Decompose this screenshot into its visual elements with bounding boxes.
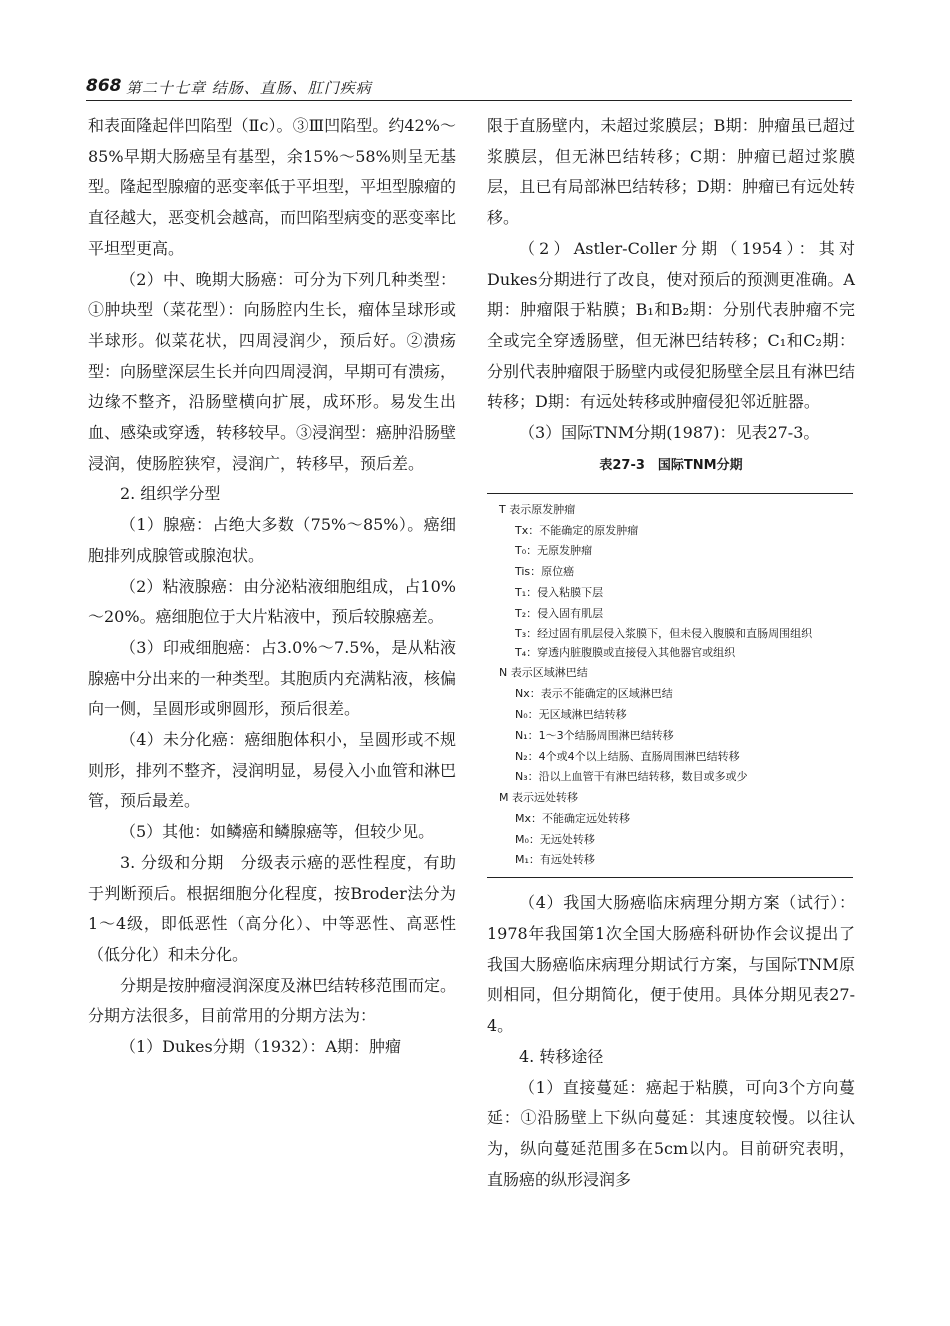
paragraph: （5）其他：如鳞癌和鳞腺癌等，但较少见。 bbox=[120, 822, 435, 842]
table-row: T₁：侵入粘膜下层 bbox=[515, 585, 604, 599]
paragraph: （4）我国大肠癌临床病理分期方案（试行）：1978年我国第1次全国大肠癌科研协作会议提出了我国大肠癌临床病理分期试行方案，与国际TNM原则相同，但分期简化，便于使用。具体分期见表27-4。 bbox=[487, 893, 855, 1036]
table-row: Mx：不能确定远处转移 bbox=[515, 811, 630, 825]
table-row: T₄：穿透内脏腹膜或直接侵入其他器官或组织 bbox=[515, 645, 736, 659]
left-column bbox=[88, 111, 456, 1063]
table-row: N₁：1～3个结肠周围淋巴结转移 bbox=[515, 728, 674, 742]
running-head: 第二十七章 结肠、直肠、肛门疾病 bbox=[126, 79, 372, 97]
table-category: T 表示原发肿瘤 bbox=[499, 502, 576, 516]
after-table-text bbox=[487, 888, 855, 1195]
paragraph: （3）印戒细胞癌：占3.0%～7.5%，是从粘液腺癌中分出来的一种类型。其胞质内充满粘液，核偏向一侧，呈圆形或卵圆形，预后很差。 bbox=[88, 637, 457, 719]
table-row: N₃：沿以上血管干有淋巴结转移，数目或多或少 bbox=[515, 770, 748, 784]
table-row: M₁：有远处转移 bbox=[515, 853, 595, 867]
table-row: T₂：侵入固有肌层 bbox=[515, 606, 604, 620]
paragraph: （1）腺癌：占绝大多数（75%～85%）。癌细胞排列成腺管或腺泡状。 bbox=[88, 515, 456, 565]
table-row: M₀：无远处转移 bbox=[515, 832, 595, 846]
paragraph: （4）未分化癌：癌细胞体积小，呈圆形或不规则形，排列不整齐，浸润明显，易侵入小血管和淋巴管，预后最差。 bbox=[88, 730, 457, 811]
table-category: N 表示区域淋巴结 bbox=[499, 666, 588, 680]
table-row: Nx：表示不能确定的区域淋巴结 bbox=[515, 687, 673, 701]
table-row: T₀：无原发肿瘤 bbox=[515, 544, 593, 558]
table-row: N₂：4个或4个以上结肠、直肠周围淋巴结转移 bbox=[515, 749, 740, 763]
paragraph: （2）粘液腺癌：由分泌粘液细胞组成，占10%～20%。癌细胞位于大片粘液中，预后较腺癌差。 bbox=[88, 576, 456, 627]
paragraph: 和表面隆起伴凹陷型（Ⅱc）。③Ⅲ凹陷型。约42%～85%早期大肠癌呈有基型，余15%～58%则呈无基型。隆起型腺瘤的恶变率低于平坦型，平坦型腺瘤的直径越大，恶变机会越高，而凹陷型病变的恶变率比平坦型更高。 bbox=[88, 116, 457, 258]
paragraph: 限于直肠壁内，未超过浆膜层；B期：肿瘤虽已超过浆膜层，但无淋巴结转移；C期：肿瘤已超过浆膜层，且已有局部淋巴结转移；D期：肿瘤已有远处转移。 bbox=[487, 116, 855, 228]
paragraph: （3）国际TNM分期(1987)：见表27-3。 bbox=[519, 423, 820, 443]
paragraph: 分期是按肿瘤浸润深度及淋巴结转移范围而定。分期方法很多，目前常用的分期方法为： bbox=[88, 975, 457, 1026]
page-number: 868 bbox=[86, 76, 122, 96]
paragraph: （2）中、晚期大肠癌：可分为下列几种类型：①肿块型（菜花型）：向肠腔内生长，瘤体呈球形或半球形。似菜花状，四周浸润少，预后好。②溃疡型：向肠壁深层生长并向四周浸润，早期可有溃疡，边缘不整齐，沿肠壁横向扩展，成环形。易发生出血、感染或穿透，转移较早。③浸润型：癌肿沿肠壁浸润，使肠腔狭窄，浸润广，转移早，预后差。 bbox=[88, 269, 457, 473]
table-title: 表27-3 国际TNM分期 bbox=[599, 457, 743, 473]
paragraph: （1）Dukes分期（1932）：A期：肿瘤 bbox=[120, 1037, 401, 1057]
table-row: N₀：无区域淋巴结转移 bbox=[515, 707, 627, 721]
section-heading: 4. 转移途径 bbox=[519, 1046, 604, 1066]
tnm-table bbox=[487, 493, 853, 879]
table-row: Tis：原位癌 bbox=[515, 565, 575, 579]
section-heading: 2. 组织学分型 bbox=[120, 484, 221, 504]
page-header bbox=[86, 74, 852, 101]
table-category: M 表示远处转移 bbox=[499, 791, 578, 805]
table-row: Tx：不能确定的原发肿瘤 bbox=[515, 523, 639, 537]
right-column bbox=[487, 111, 855, 1195]
paragraph: （1）直接蔓延：癌起于粘膜，可向3个方向蔓延：①沿肠壁上下纵向蔓延：其速度较慢。以往认为，纵向蔓延范围多在5cm以内。目前研究表明，直肠癌的纵形浸润多 bbox=[487, 1077, 855, 1189]
paragraph: 3. 分级和分期 分级表示癌的恶性程度，有助于判断预后。根据细胞分化程度，按Broder法分为1～4级，即低恶性（高分化）、中等恶性、高恶性（低分化）和未分化。 bbox=[88, 852, 456, 964]
paragraph: （2）Astler-Coller分期（1954）：其对Dukes分期进行了改良，使对预后的预测更准确。A期：肿瘤限于粘膜；B₁和B₂期：分别代表肿瘤不完全或完全穿透肠壁，但无淋巴结转移；C₁和C₂期：分别代表肿瘤限于肠壁内或侵犯肠壁全层且有淋巴结转移；D期：有远处转移或肿瘤侵犯邻近脏器。 bbox=[487, 238, 856, 412]
table-row: T₃：经过固有肌层侵入浆膜下，但未侵入腹膜和直肠周围组织 bbox=[515, 626, 813, 640]
